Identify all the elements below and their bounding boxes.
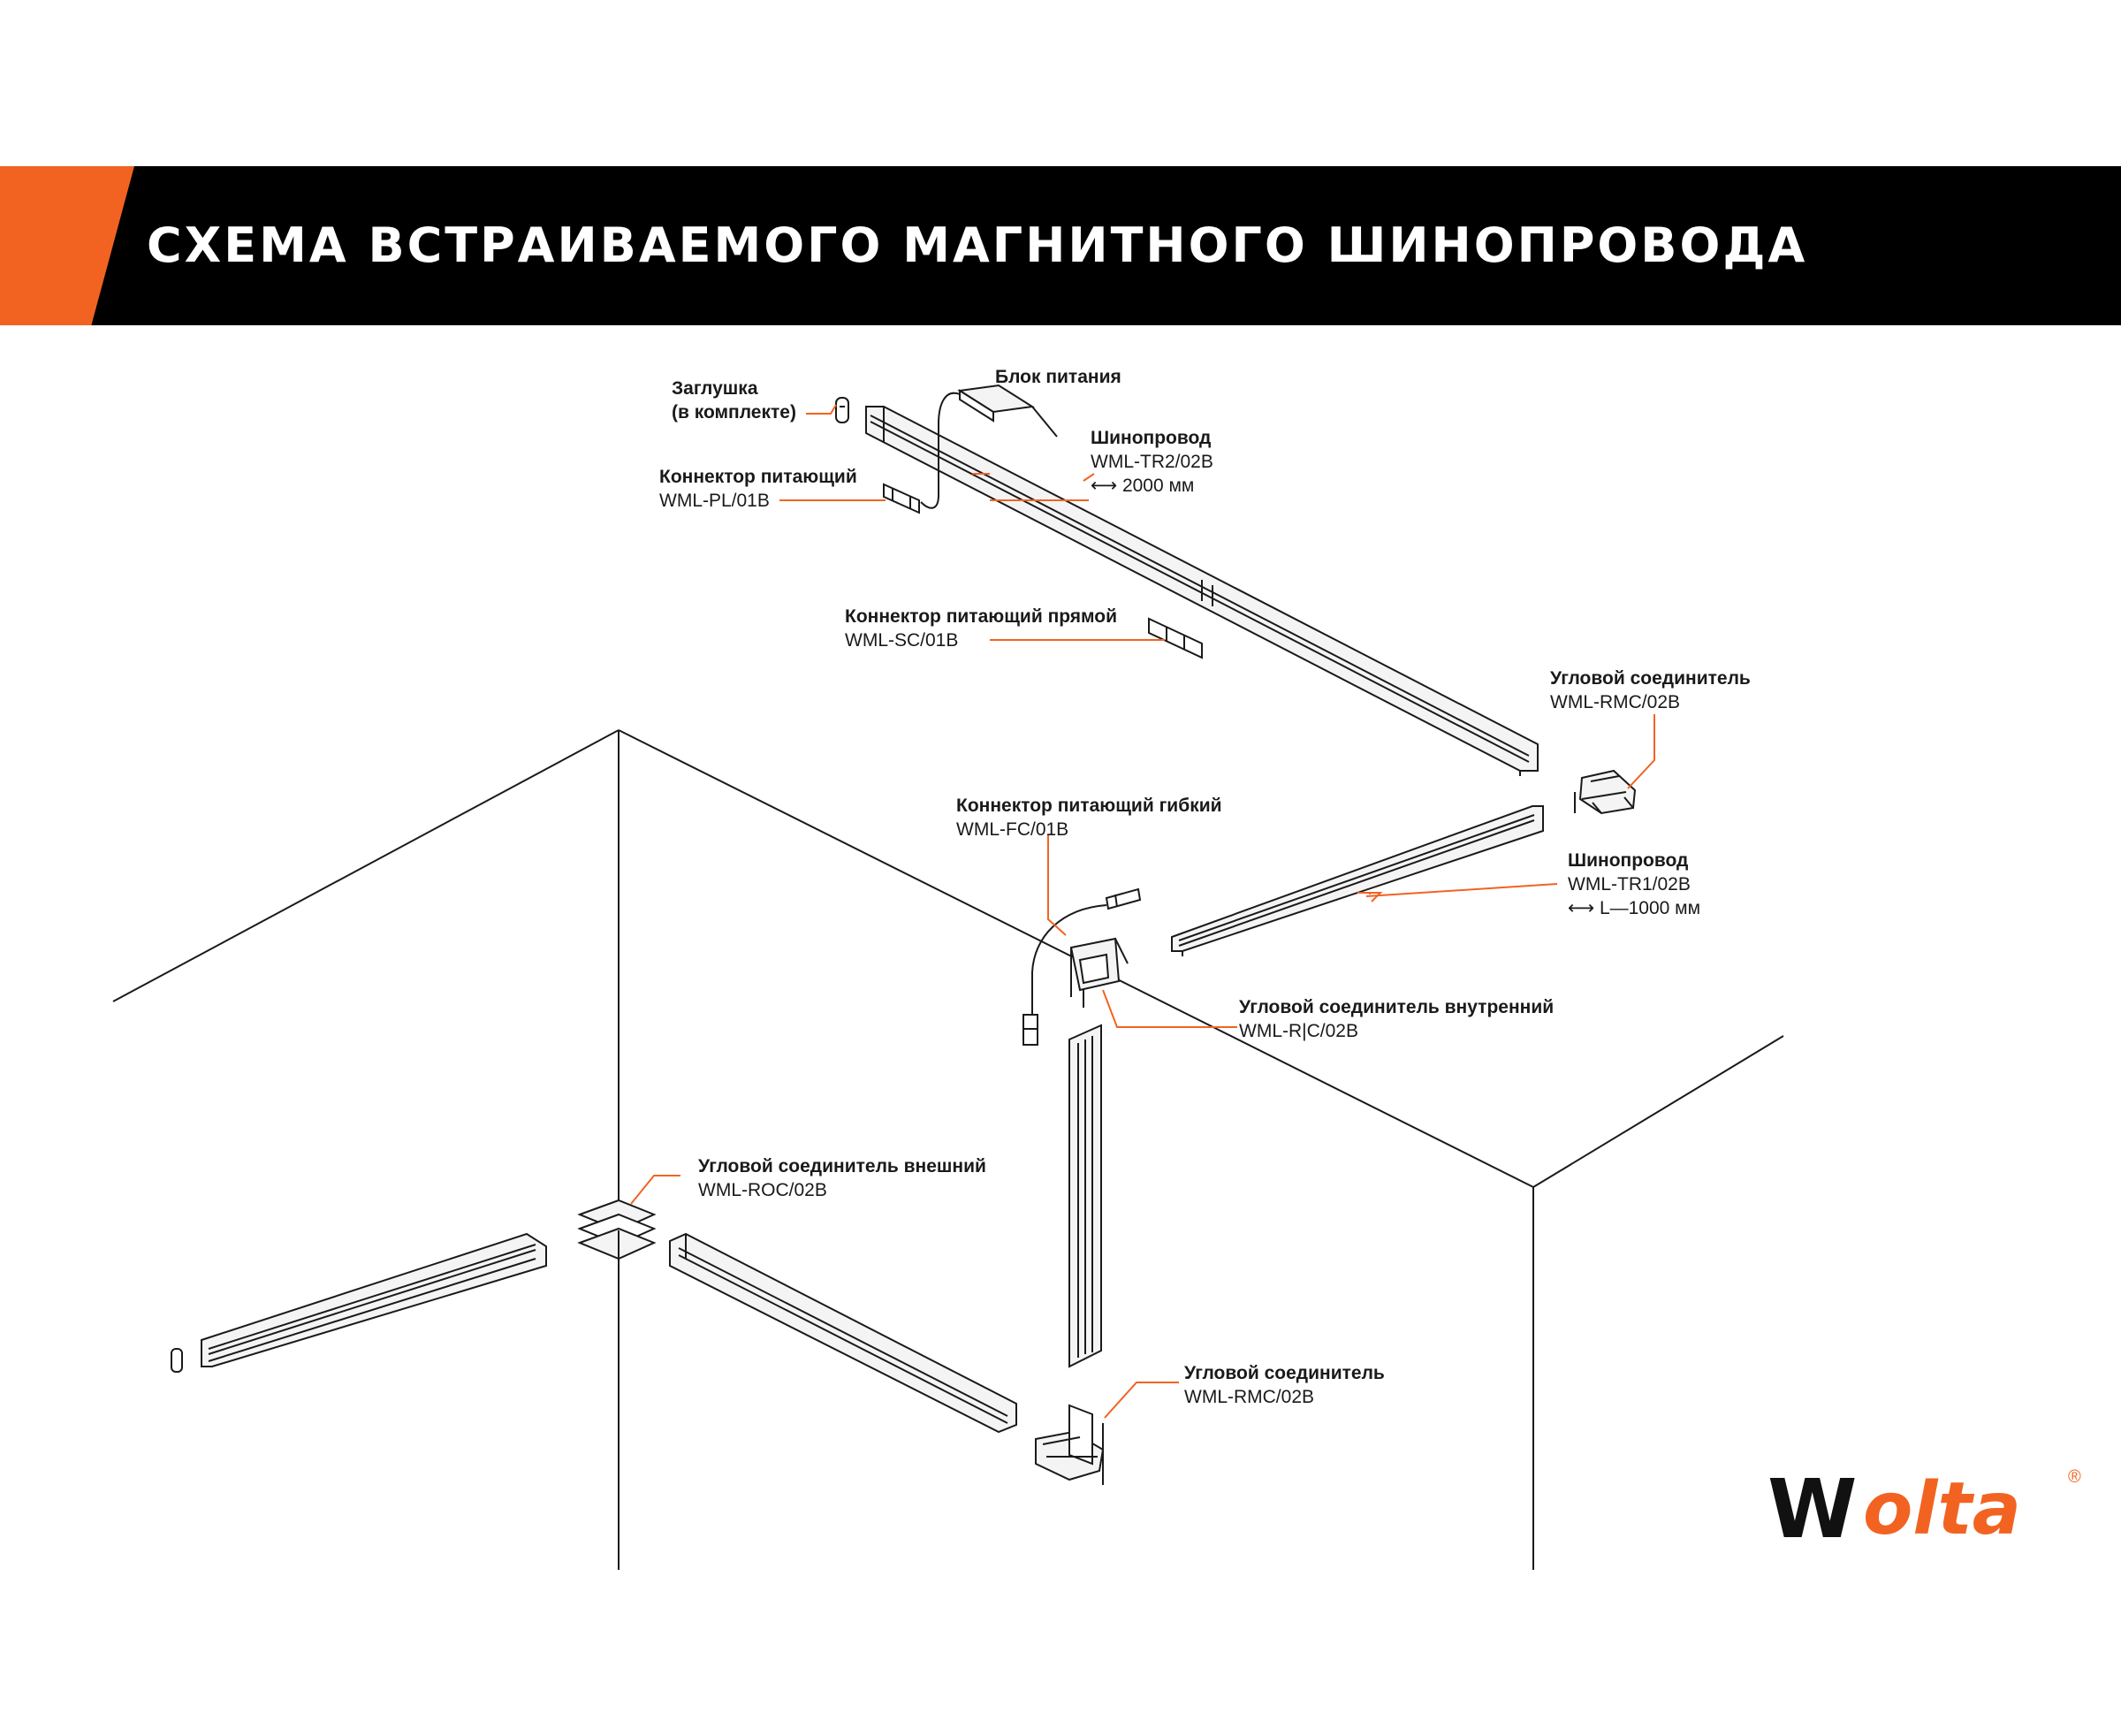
end-cap-lower-icon — [171, 1349, 182, 1372]
corner-connector-top-title: Угловой соединитель — [1550, 668, 1751, 689]
end-cap-icon — [836, 398, 848, 423]
label-power-supply — [995, 365, 1121, 389]
inner-corner-code: WML-R|C/02B — [1239, 1021, 1358, 1041]
power-connector-title: Коннектор питающий — [659, 467, 857, 487]
label-power-connector — [659, 465, 857, 513]
power-supply-title: Блок питания — [995, 367, 1121, 387]
label-straight-connector — [845, 605, 1117, 652]
label-track-1000 — [1568, 849, 1700, 920]
end-cap-title: Заглушка — [672, 378, 758, 399]
straight-connector-code: WML-SC/01B — [845, 630, 959, 651]
inner-corner-title: Угловой соединитель внутренний — [1239, 997, 1555, 1017]
outer-corner-code: WML-ROC/02B — [698, 1180, 827, 1200]
track-1000-code: WML-TR1/02B — [1568, 874, 1691, 895]
logo-letter-w: W — [1768, 1462, 1858, 1557]
flexible-connector-title: Коннектор питающий гибкий — [956, 796, 1222, 816]
page-title: СХЕМА ВСТРАИВАЕМОГО МАГНИТНОГО ШИНОПРОВОДА — [147, 217, 1808, 273]
track-lower-middle — [670, 1234, 1016, 1432]
outer-corner-connector-icon — [580, 1200, 654, 1259]
label-flexible-connector — [956, 794, 1222, 841]
registered-mark: ® — [2068, 1467, 2081, 1487]
wolta-logo — [1768, 1462, 2086, 1557]
corner-connector-top-icon — [1575, 771, 1635, 813]
track-1000-title: Шинопровод — [1568, 850, 1689, 871]
straight-connector-title: Коннектор питающий прямой — [845, 606, 1118, 627]
track-2000-title: Шинопровод — [1091, 428, 1212, 448]
corner-connector-bottom-icon — [1036, 1405, 1103, 1485]
label-outer-corner — [698, 1154, 986, 1202]
label-corner-connector-top — [1550, 666, 1751, 714]
label-track-2000 — [1091, 426, 1213, 498]
power-connector-icon — [884, 484, 919, 513]
track-1000-length: ⟷ L—1000 мм — [1568, 898, 1701, 918]
track-lower-left — [201, 1234, 546, 1367]
corner-connector-bottom-title: Угловой соединитель — [1184, 1363, 1385, 1383]
room-walls — [113, 730, 1783, 1570]
inner-corner-connector-icon — [1071, 939, 1128, 1008]
label-end-cap — [672, 377, 796, 424]
outer-corner-title: Угловой соединитель внешний — [698, 1156, 986, 1176]
corner-connector-top-code: WML-RMC/02B — [1550, 692, 1681, 712]
track-2000-length: ⟷ 2000 мм — [1091, 476, 1195, 496]
track-2000-code: WML-TR2/02B — [1091, 452, 1213, 472]
corner-connector-bottom-code: WML-RMC/02B — [1184, 1387, 1315, 1407]
logo-wordmark: olta — [1863, 1467, 2021, 1551]
track-vertical — [1069, 1025, 1101, 1367]
label-inner-corner — [1239, 995, 1554, 1043]
end-cap-note: (в комплекте) — [672, 402, 796, 423]
power-connector-code: WML-PL/01B — [659, 491, 770, 511]
straight-connector-icon — [1149, 619, 1202, 658]
flexible-connector-code: WML-FC/01B — [956, 819, 1069, 840]
track-1000-right — [1172, 806, 1543, 956]
label-corner-connector-bottom — [1184, 1361, 1385, 1409]
